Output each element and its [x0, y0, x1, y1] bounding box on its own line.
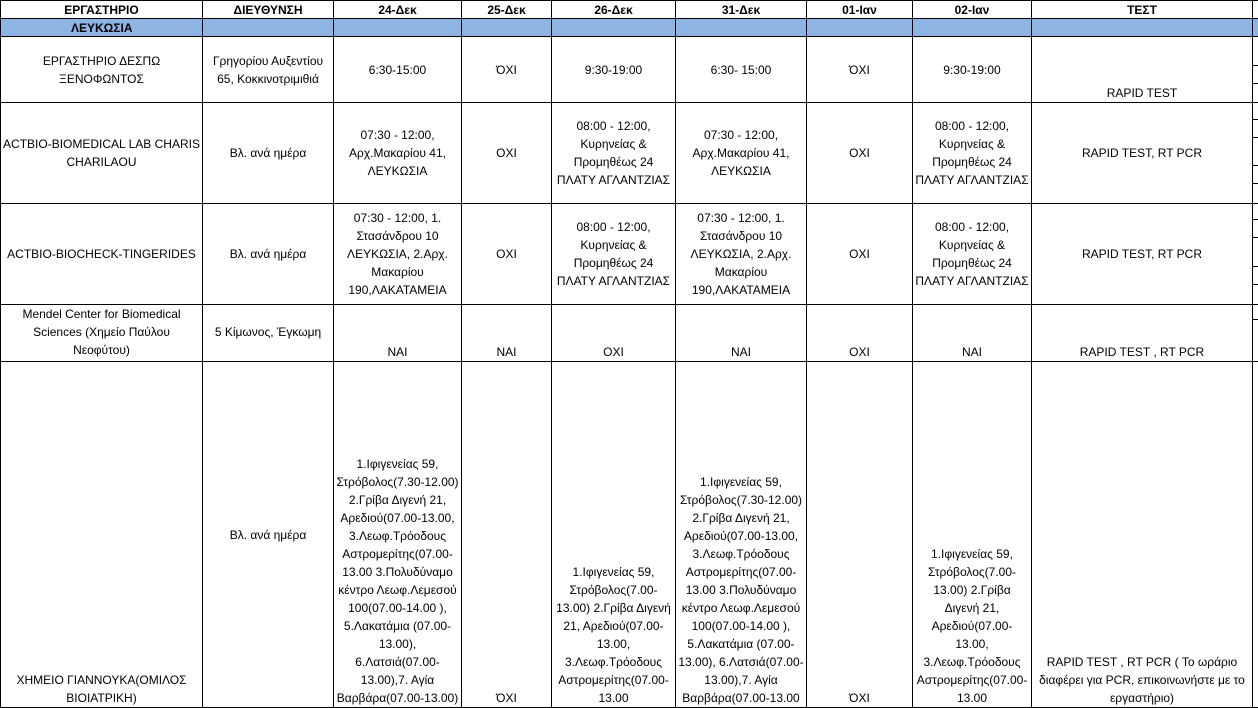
table-row [1, 204, 1258, 305]
test-cell[interactable]: RAPID TEST , RT PCR [1032, 305, 1253, 362]
test-cell[interactable]: RAPID TEST, RT PCR [1032, 204, 1253, 305]
day-cell[interactable]: ΟΧΙ [807, 305, 913, 362]
header-lab[interactable]: ΕΡΓΑΣΤΗΡΙΟ [1, 1, 203, 19]
header-25dec[interactable]: 25-Δεκ [462, 1, 552, 19]
table-row [1, 305, 1258, 362]
day-cell[interactable]: 07:30 - 12:00, 1. Στασάνδρου 10 ΛΕΥΚΩΣΙΑ, 2.Αρχ. Μακαρίου 190,ΛΑΚΑΤΑΜΕΙΑ [334, 204, 462, 305]
extra-cell[interactable] [1253, 362, 1258, 708]
day-cell[interactable]: ΝΑΙ [462, 305, 552, 362]
region-cell[interactable] [676, 19, 807, 37]
region-cell[interactable] [1032, 19, 1253, 37]
region-row [1, 19, 1258, 37]
day-cell[interactable]: 9:30-19:00 [913, 37, 1032, 103]
day-cell[interactable]: ΟΧΙ [552, 305, 676, 362]
extra-cell[interactable] [1253, 305, 1258, 362]
day-cell[interactable]: 1.Ιφιγενείας 59, Στρόβολος(7.30-12.00) 2.Γρίβα Διγενή 21, Αρεδιού(07.00-13.00, 3.Λεωφ.Τρόοδους Αστρομερίτης(07.00-13.00 3.Πολυδύναμο κέντρο Λεωφ.Λεμεσού 100(07.00-14.00 ), 5.Λακατάμια (07.00-13.00), 6.Λατσιά(07.00-13.00),7. Αγία Βαρβάρα(07.00-13.00) [334, 362, 462, 708]
header-31dec[interactable]: 31-Δεκ [676, 1, 807, 19]
day-cell[interactable]: 1.Ιφιγενείας 59, Στρόβολος(7.00-13.00) 2.Γρίβα Διγενή 21, Αρεδιού(07.00-13.00, 3.Λεωφ.Τρόοδους Αστρομερίτης(07.00-13.00 [552, 362, 676, 708]
table-row [1, 362, 1258, 708]
day-cell[interactable]: 6:30-15:00 [334, 37, 462, 103]
day-cell[interactable]: ΌΧΙ [807, 37, 913, 103]
day-cell[interactable]: ΟΧΙ [807, 103, 913, 204]
header-26dec[interactable]: 26-Δεκ [552, 1, 676, 19]
gridline-mark [1252, 119, 1258, 120]
region-cell[interactable] [1253, 19, 1258, 37]
gridline-mark [1252, 137, 1258, 138]
address-cell[interactable]: Βλ. ανά ημέρα [203, 204, 334, 305]
region-cell[interactable] [913, 19, 1032, 37]
gridline-mark [1252, 165, 1258, 166]
day-cell[interactable]: 08:00 - 12:00, Κυρηνείας & Προμηθέως 24 ΠΛΑΤΥ ΑΓΛΑΝΤΖΙΑΣ [913, 103, 1032, 204]
day-cell[interactable]: 1.Ιφιγενείας 59, Στρόβολος(7.30-12.00) 2.Γρίβα Διγενή 21, Αρεδιού(07.00-13.00, 3.Λεωφ.Τρόοδους Αστρομερίτης(07.00-13.00 3.Πολυδύναμο κέντρο Λεωφ.Λεμεσού 100(07.00-14.00 ), 5.Λακατάμια (07.00-13.00), 6.Λατσιά(07.00-13.00),7. Αγία Βαρβάρα(07.00-13.00 [676, 362, 807, 708]
extra-cell[interactable] [1253, 103, 1258, 204]
address-cell[interactable]: Βλ. ανά ημέρα [203, 103, 334, 204]
day-cell[interactable]: 6:30- 15:00 [676, 37, 807, 103]
day-cell[interactable]: ΟΧΙ [807, 204, 913, 305]
address-cell[interactable]: 5 Κίμωνος, Έγκωμη [203, 305, 334, 362]
gridline-mark [1252, 65, 1258, 66]
day-cell[interactable]: 1.Ιφιγενείας 59, Στρόβολος(7.00-13.00) 2.Γρίβα Διγενή 21, Αρεδιού(07.00-13.00, 3.Λεωφ.Τρόοδους Αστρομερίτης(07.00-13.00 [913, 362, 1032, 708]
day-cell[interactable]: ΟΧΙ [462, 204, 552, 305]
gridline-mark [1252, 219, 1258, 220]
lab-cell[interactable]: ΕΡΓΑΣΤΗΡΙΟ ΔΕΣΠΩ ΞΕΝΟΦΩΝΤΟΣ [1, 37, 203, 103]
lab-cell[interactable]: Mendel Center for Biomedical Sciences (Χημείο Παύλου Νεοφύτου) [1, 305, 203, 362]
header-01jan[interactable]: 01-Ιαν [807, 1, 913, 19]
header-test[interactable]: ΤΕΣΤ [1032, 1, 1253, 19]
extra-cell[interactable] [1253, 37, 1258, 103]
day-cell[interactable]: 07:30 - 12:00, Αρχ.Μακαρίου 41, ΛΕΥΚΩΣΙΑ [676, 103, 807, 204]
gridline-mark [1252, 319, 1258, 320]
gridline-mark [1252, 83, 1258, 84]
lab-cell[interactable]: ΧΗΜΕΙΟ ΓΙΑΝΝΟΥΚΑ(ΟΜΙΛΟΣ ΒΙΟΙΑΤΡΙΚΗ) [1, 362, 203, 708]
address-cell[interactable]: Γρηγορίου Αυξεντίου 65, Κοκκινοτριμιθιά [203, 37, 334, 103]
day-cell[interactable]: 08:00 - 12:00, Κυρηνείας & Προμηθέως 24 ΠΛΑΤΥ ΑΓΛΑΝΤΖΙΑΣ [552, 204, 676, 305]
gridline-mark [1252, 183, 1258, 184]
test-cell[interactable]: RAPID TEST, RT PCR [1032, 103, 1253, 204]
day-cell[interactable]: ΌΧΙ [462, 37, 552, 103]
day-cell[interactable]: ΝΑΙ [913, 305, 1032, 362]
gridline-mark [1252, 266, 1258, 267]
day-cell[interactable]: ΌΧΙ [807, 362, 913, 708]
day-cell[interactable]: 08:00 - 12:00, Κυρηνείας & Προμηθέως 24 ΠΛΑΤΥ ΑΓΛΑΝΤΖΙΑΣ [552, 103, 676, 204]
day-cell[interactable]: ΌΧΙ [462, 362, 552, 708]
table-row [1, 103, 1258, 204]
lab-cell[interactable]: ACTBIO-BIOMEDICAL LAB CHARIS CHARILAOU [1, 103, 203, 204]
header-02jan[interactable]: 02-Ιαν [913, 1, 1032, 19]
day-cell[interactable]: 07:30 - 12:00, 1. Στασάνδρου 10 ΛΕΥΚΩΣΙΑ, 2.Αρχ. Μακαρίου 190,ΛΑΚΑΤΑΜΕΙΑ [676, 204, 807, 305]
day-cell[interactable]: 07:30 - 12:00, Αρχ.Μακαρίου 41, ΛΕΥΚΩΣΙΑ [334, 103, 462, 204]
header-address[interactable]: ΔΙΕΥΘΥΝΣΗ [203, 1, 334, 19]
extra-cell[interactable] [1253, 1, 1258, 19]
gridline-mark [1252, 237, 1258, 238]
test-cell[interactable]: RAPID TEST , RT PCR ( Το ωράριο διαφέρει για PCR, επικοινωνήστε με το εργαστήριο) [1032, 362, 1253, 708]
lab-cell[interactable]: ACTBIO-BIOCHECK-TINGERIDES [1, 204, 203, 305]
day-cell[interactable]: ΝΑΙ [334, 305, 462, 362]
header-24dec[interactable]: 24-Δεκ [334, 1, 462, 19]
address-cell[interactable]: Βλ. ανά ημέρα [203, 362, 334, 708]
table-row [1, 37, 1258, 103]
day-cell[interactable]: 9:30-19:00 [552, 37, 676, 103]
region-label[interactable]: ΛΕΥΚΩΣΙΑ [1, 19, 203, 37]
header-row [1, 1, 1258, 19]
gridline-mark [1252, 284, 1258, 285]
region-cell[interactable] [334, 19, 462, 37]
region-cell[interactable] [552, 19, 676, 37]
day-cell[interactable]: ΟΧΙ [462, 103, 552, 204]
day-cell[interactable]: 08:00 - 12:00, Κυρηνείας & Προμηθέως 24 ΠΛΑΤΥ ΑΓΛΑΝΤΖΙΑΣ [913, 204, 1032, 305]
region-cell[interactable] [807, 19, 913, 37]
region-cell[interactable] [462, 19, 552, 37]
test-cell[interactable]: RAPID TEST [1032, 37, 1253, 103]
region-cell[interactable] [203, 19, 334, 37]
day-cell[interactable]: ΝΑΙ [676, 305, 807, 362]
